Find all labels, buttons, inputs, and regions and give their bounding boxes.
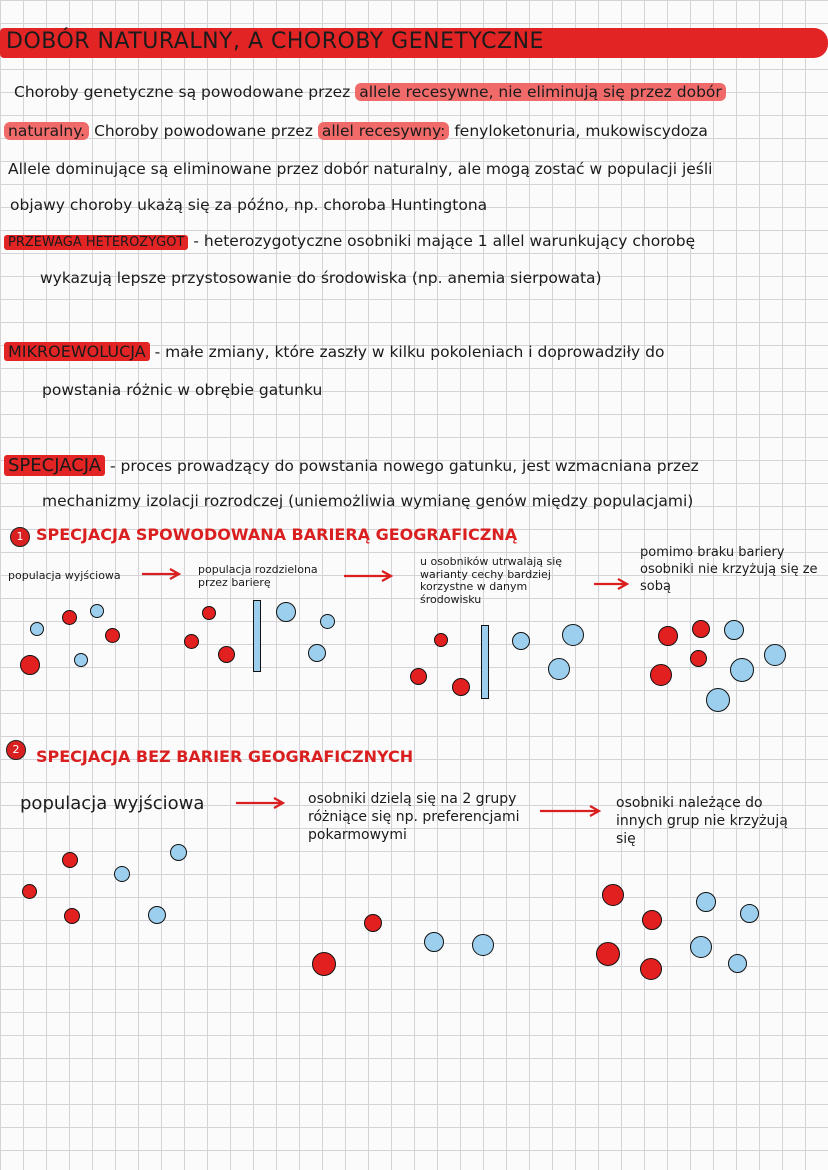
individual-blue [764,644,786,666]
geographic-barrier [253,600,261,672]
individual-blue [276,602,296,622]
individual-blue [170,844,187,861]
s2-step-1: populacja wyjściowa [20,793,205,814]
individual-blue [74,653,88,667]
intro-line-2 [4,123,708,140]
individual-red [218,646,235,663]
individual-blue [548,658,570,680]
individual-blue [424,932,444,952]
microevolution-text-1: - małe zmiany, które zaszły w kilku pokoleniach i doprowadziły do [154,343,665,361]
individual-blue [740,904,759,923]
individual-red [105,628,120,643]
individual-blue [512,632,530,650]
individual-blue [320,614,335,629]
section-1-title: SPECJACJA SPOWODOWANA BARIERĄ GEOGRAFICZNĄ [36,525,518,544]
natural-highlight: naturalny. [4,122,89,140]
s2-step-3: osobniki należące do innych grup nie krzyżują się [616,795,788,848]
section-2-number: 2 [6,740,26,760]
s1-arrow-1-icon [142,568,182,580]
heterozygote-label: PRZEWAGA HETEROZYGOT [4,235,188,250]
individual-red [20,655,40,675]
intro-text-2d: fenyloketonuria, mukowiscydoza [454,122,708,140]
individual-blue [706,688,730,712]
intro-text-1a: Choroby genetyczne są powodowane przez [14,83,351,101]
individual-blue [472,934,494,956]
individual-red [22,884,37,899]
individual-red [692,620,710,638]
speciation-label: SPECJACJA [4,455,105,476]
individual-blue [30,622,44,636]
intro-line-3: Allele dominujące są eliminowane przez dobór naturalny, ale mogą zostać w populacji jeśli [8,160,713,178]
s1-step-1: populacja wyjściowa [8,569,121,582]
s1-step-4: pomimo braku bariery osobniki nie krzyżują się ze sobą [640,545,818,594]
s2-arrow-2-icon [540,805,602,817]
speciation-text-1: - proces prowadzący do powstania nowego gatunku, jest wzmacniana przez [110,457,699,475]
individual-red [184,634,199,649]
individual-blue [728,954,747,973]
intro-line-4: objawy choroby ukażą się za późno, np. choroba Huntingtona [10,196,488,214]
geographic-barrier [481,625,489,699]
individual-blue [114,866,130,882]
intro-text-2b: Choroby powodowane przez [94,122,313,140]
individual-blue [730,658,754,682]
speciation-line-1 [4,456,699,476]
section-2-title: SPECJACJA BEZ BARIER GEOGRAFICZNYCH [36,747,414,766]
individual-red [202,606,216,620]
individual-blue [724,620,744,640]
s1-arrow-3-icon [594,578,630,590]
s1-step-2: populacja rozdzielona przez barierę [198,563,318,589]
individual-red [650,664,672,686]
individual-red [364,914,382,932]
individual-blue [696,892,716,912]
individual-red [596,942,620,966]
individual-red [640,958,662,980]
individual-blue [90,604,104,618]
individual-blue [148,906,166,924]
individual-red [434,633,448,647]
recessive-alleles-highlight: allele recesywne, nie eliminują się przez dobór [355,83,726,101]
s1-step-3: u osobników utrwalają się warianty cechy bardziej korzystne w danym środowisku [420,555,563,606]
s1-arrow-2-icon [344,570,394,582]
section-1-number: 1 [10,527,30,547]
individual-red [410,668,427,685]
microevolution-line-1 [4,343,664,361]
heterozygote-line-2: wykazują lepsze przystosowanie do środowiska (np. anemia sierpowata) [40,269,602,287]
individual-red [642,910,662,930]
microevolution-label: MIKROEWOLUCJA [4,342,150,361]
heterozygote-text-1: - heterozygotyczne osobniki mające 1 allel warunkujący chorobę [193,232,696,250]
heterozygote-line-1 [4,233,695,250]
microevolution-line-2: powstania różnic w obrębie gatunku [42,381,323,399]
recessive-allele-highlight: allel recesywny: [318,122,450,140]
individual-red [64,908,80,924]
individual-red [690,650,707,667]
individual-blue [308,644,326,662]
intro-line-1 [14,84,726,101]
individual-red [602,884,624,906]
speciation-line-2: mechanizmy izolacji rozrodczej (uniemożliwia wymianę genów między populacjami) [42,492,694,510]
individual-red [312,952,336,976]
individual-red [62,610,77,625]
individual-blue [562,624,584,646]
individual-red [452,678,470,696]
individual-red [62,852,78,868]
s2-step-2: osobniki dzielą się na 2 grupy różniące się np. preferencjami pokarmowymi [308,791,520,844]
individual-red [658,626,678,646]
page-title: DOBÓR NATURALNY, A CHOROBY GENETYCZNE [6,29,544,54]
individual-blue [690,936,712,958]
s2-arrow-1-icon [236,797,286,809]
